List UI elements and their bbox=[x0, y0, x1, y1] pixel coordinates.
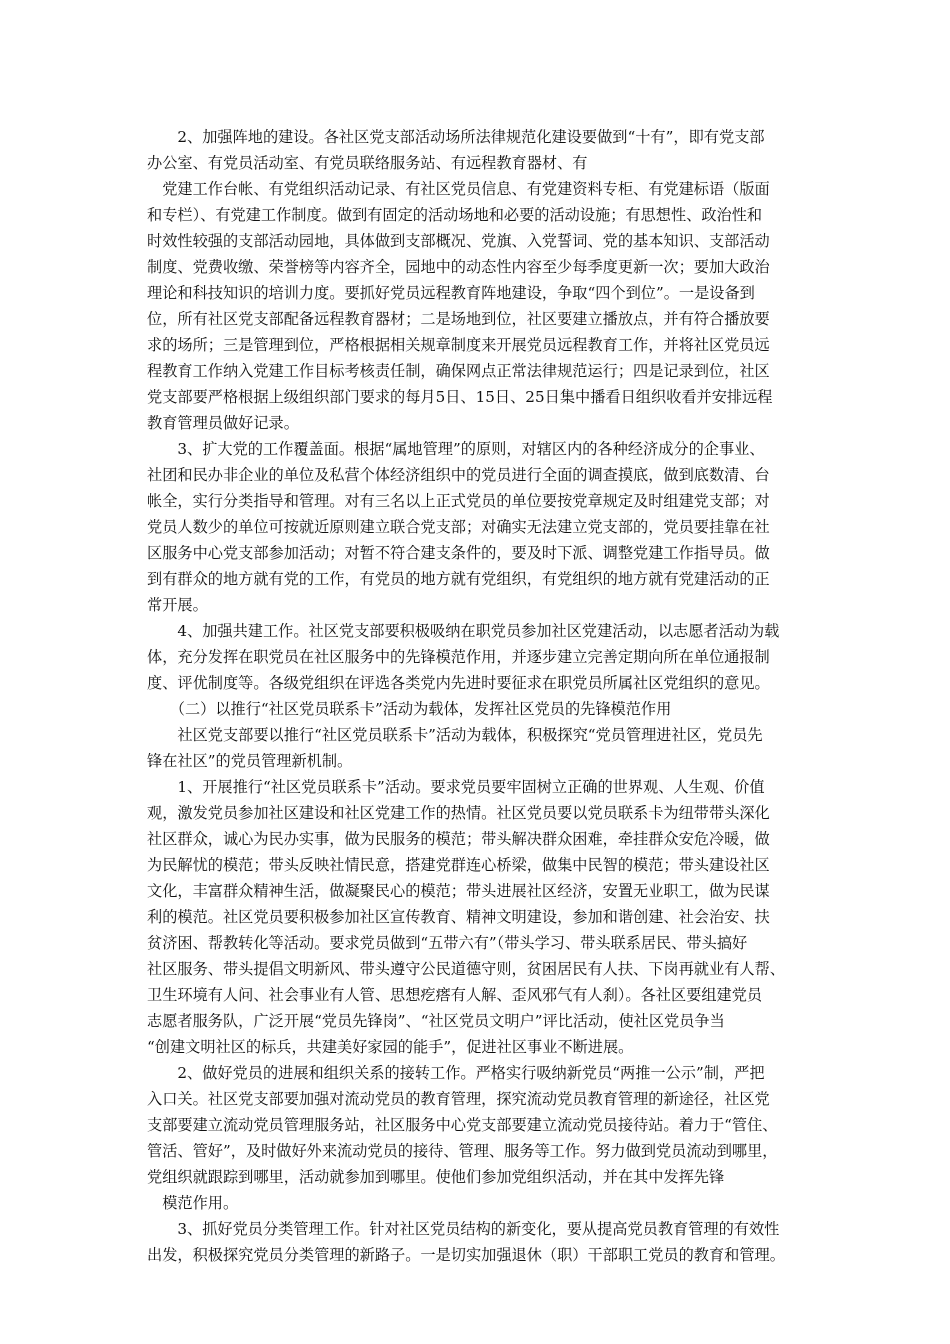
text-line: 志愿者服务队，广泛开展“党员先锋岗”、“社区党员文明户”评比活动，使社区党员争当 bbox=[147, 1012, 725, 1030]
text-line: “创建文明社区的标兵，共建美好家园的能手”，促进社区事业不断进展。 bbox=[147, 1038, 634, 1056]
text-line: 文化，丰富群众精神生活，做凝聚民心的模范；带头进展社区经济，安置无业职工，做为民谋 bbox=[147, 882, 770, 900]
text-line: 出发，积极探究党员分类管理的新路子。一是切实加强退休（职）干部职工党员的教育和管理。 bbox=[147, 1246, 785, 1264]
text-line: 支部要建立流动党员管理服务站，社区服务中心党支部要建立流动党员接待站。着力于“管住、 bbox=[147, 1116, 778, 1134]
text-line: 党支部要严格根据上级组织部门要求的每月5日、15日、25日集中播看日组织收看并安排远程 bbox=[147, 388, 773, 406]
text-line: 办公室、有党员活动室、有党员联络服务站、有远程教育器材、有 bbox=[147, 154, 588, 172]
text-line: 模范作用。 bbox=[147, 1194, 239, 1212]
text-line: 常开展。 bbox=[147, 596, 208, 614]
text-line: 观，激发党员参加社区建设和社区党建工作的热情。社区党员要以党员联系卡为纽带带头深化 bbox=[147, 804, 770, 822]
text-line: 区服务中心党支部参加活动；对暂不符合建支条件的，要及时下派、调整党建工作指导员。做 bbox=[147, 544, 770, 562]
text-line: 4、加强共建工作。社区党支部要积极吸纳在职党员参加社区党建活动，以志愿者活动为载 bbox=[147, 622, 780, 640]
text-line: 为民解忧的模范；带头反映社情民意，搭建党群连心桥梁，做集中民智的模范；带头建设社区 bbox=[147, 856, 770, 874]
text-line: 1、开展推行“社区党员联系卡”活动。要求党员要牢固树立正确的世界观、人生观、价值 bbox=[147, 778, 765, 796]
text-line: 3、扩大党的工作覆盖面。根据“属地管理”的原则，对辖区内的各种经济成分的企事业、 bbox=[147, 440, 765, 458]
text-line: 度、评优制度等。各级党组织在评选各类党内先进时要征求在职党员所属社区党组织的意见。 bbox=[147, 674, 770, 692]
text-line: 贫济困、帮教转化等活动。要求党员做到“五带六有”（带头学习、带头联系居民、带头搞好 bbox=[147, 934, 748, 952]
text-line: 卫生环境有人问、社会事业有人管、思想疙瘩有人解、歪风邪气有人刹）。各社区要组建党员 bbox=[147, 986, 763, 1004]
text-line: 帐全，实行分类指导和管理。对有三名以上正式党员的单位要按党章规定及时组建党支部；对 bbox=[147, 492, 770, 510]
text-line: 体，充分发挥在职党员在社区服务中的先锋模范作用，并逐步建立完善定期向所在单位通报制 bbox=[147, 648, 770, 666]
text-line: 党员人数少的单位可按就近原则建立联合党支部；对确实无法建立党支部的，党员要挂靠在社 bbox=[147, 518, 770, 536]
text-line: 教育管理员做好记录。 bbox=[147, 414, 299, 432]
text-line: 求的场所；三是管理到位，严格根据相关规章制度来开展党员远程教育工作，并将社区党员远 bbox=[147, 336, 770, 354]
text-line: 2、做好党员的进展和组织关系的接转工作。严格实行吸纳新党员“两推一公示”制，严把 bbox=[147, 1064, 765, 1082]
text-line: 程教育工作纳入党建工作目标考核责任制，确保网点正常法律规范运行；四是记录到位，社区 bbox=[147, 362, 770, 380]
text-line: 社区服务、带头提倡文明新风、带头遵守公民道德守则，贫困居民有人扶、下岗再就业有人帮、 bbox=[147, 960, 785, 978]
text-line: 社团和民办非企业的单位及私营个体经济组织中的党员进行全面的调查摸底，做到底数清、台 bbox=[147, 466, 770, 484]
text-line: 党组织就跟踪到哪里，活动就参加到哪里。使他们参加党组织活动，并在其中发挥先锋 bbox=[147, 1168, 725, 1186]
text-line: 党建工作台帐、有党组织活动记录、有社区党员信息、有党建资料专柜、有党建标语（版面 bbox=[147, 180, 770, 198]
text-line: 利的模范。社区党员要积极参加社区宣传教育、精神文明建设，参加和谐创建、社会治安、扶 bbox=[147, 908, 770, 926]
text-line: 到有群众的地方就有党的工作，有党员的地方就有党组织，有党组织的地方就有党建活动的正 bbox=[147, 570, 770, 588]
text-line: 3、抓好党员分类管理工作。针对社区党员结构的新变化，要从提高党员教育管理的有效性 bbox=[147, 1220, 780, 1238]
text-line: 理论和科技知识的培训力度。要抓好党员远程教育阵地建设，争取“四个到位”。一是设备到 bbox=[147, 284, 755, 302]
text-line: 2、加强阵地的建设。各社区党支部活动场所法律规范化建设要做到“十有”，即有党支部 bbox=[147, 128, 765, 146]
text-line: 位，所有社区党支部配备远程教育器材；二是场地到位，社区要建立播放点，并有符合播放要 bbox=[147, 310, 770, 328]
text-line: 社区党支部要以推行“社区党员联系卡”活动为载体，积极探究“党员管理进社区，党员先 bbox=[147, 726, 763, 744]
text-line: 入口关。社区党支部要加强对流动党员的教育管理，探究流动党员教育管理的新途径，社区党 bbox=[147, 1090, 770, 1108]
text-line: 和专栏）、有党建工作制度。做到有固定的活动场地和必要的活动设施；有思想性、政治性和 bbox=[147, 206, 763, 224]
text-line: 时效性较强的支部活动园地，具体做到支部概况、党旗、入党誓词、党的基本知识、支部活动 bbox=[147, 232, 770, 250]
text-line: （二）以推行“社区党员联系卡”活动为载体，发挥社区党员的先锋模范作用 bbox=[147, 700, 672, 718]
text-line: 制度、党费收缴、荣誉榜等内容齐全，园地中的动态性内容至少每季度更新一次；要加大政治 bbox=[147, 258, 770, 276]
text-line: 社区群众，诚心为民办实事，做为民服务的模范；带头解决群众困难，牵挂群众安危冷暖，做 bbox=[147, 830, 770, 848]
text-line: 锋在社区”的党员管理新机制。 bbox=[147, 752, 353, 770]
text-line: 管活、管好”，及时做好外来流动党员的接待、管理、服务等工作。努力做到党员流动到哪里， bbox=[147, 1142, 778, 1160]
